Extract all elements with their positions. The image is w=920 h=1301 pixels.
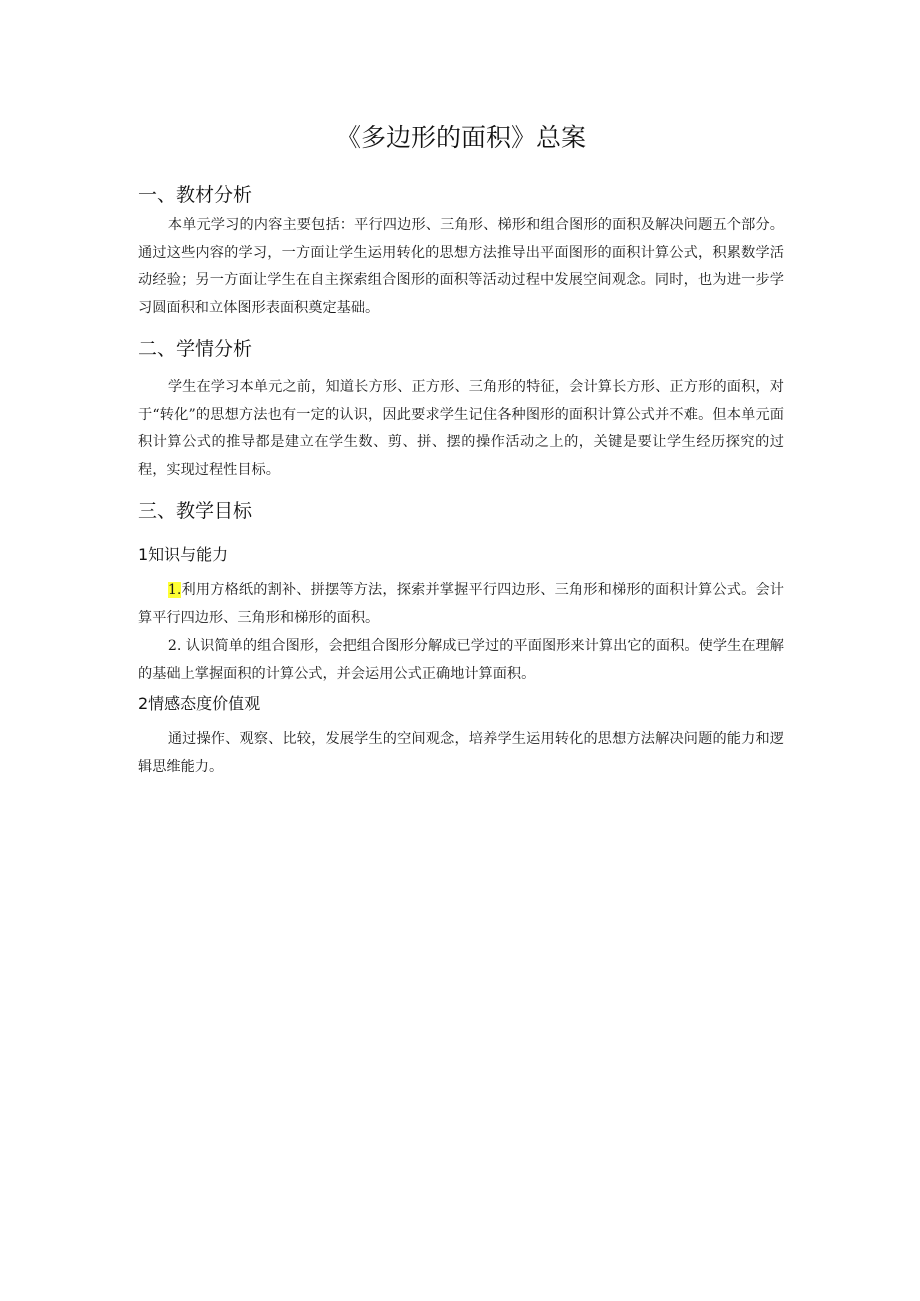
goal-item-1-text: 利用方格纸的割补、拼摆等方法，探索并掌握平行四边形、三角形和梯形的面积计算公式。会计算平行四边形、三角形和梯形的面积。 bbox=[138, 582, 784, 626]
goal-item-2: 2. 认识简单的组合图形，会把组合图形分解成已学过的平面图形来计算出它的面积。使学生在理解的基础上掌握面积的计算公式，并会运用公式正确地计算面积。 bbox=[138, 638, 784, 682]
subheading-knowledge-ability: 1知识与能力 bbox=[138, 545, 229, 564]
section-heading-textbook-analysis: 一、教材分析 bbox=[138, 184, 253, 206]
section-heading-teaching-goals: 三、教学目标 bbox=[138, 500, 253, 522]
document-title: 《多边形的面积》总案 bbox=[335, 123, 586, 152]
paragraph-student-analysis: 学生在学习本单元之前，知道长方形、正方形、三角形的特征，会计算长方形、正方形的面积，对于“转化”的思想方法也有一定的认识，因此要求学生记住各种图形的面积计算公式并不难。但本单元面积计算公式的推导都是建立在学生数、剪、拼、摆的操作活动之上的，关键是要让学生经历探究的过程，实现过程性目标。 bbox=[138, 379, 784, 478]
goal-item-1 bbox=[138, 577, 784, 632]
paragraph-emotion-values: 通过操作、观察、比较，发展学生的空间观念，培养学生运用转化的思想方法解决问题的能力和逻辑思维能力。 bbox=[138, 731, 784, 775]
paragraph-textbook-analysis: 本单元学习的内容主要包括：平行四边形、三角形、梯形和组合图形的面积及解决问题五个部分。通过这些内容的学习，一方面让学生运用转化的思想方法推导出平面图形的面积计算公式，积累数学活动经验；另一方面让学生在自主探索组合图形的面积等活动过程中发展空间观念。同时，也为进一步学习圆面积和立体图形表面积奠定基础。 bbox=[138, 217, 784, 316]
subheading-emotion-values: 2情感态度价值观 bbox=[138, 694, 261, 713]
highlighted-item-number: 1. bbox=[167, 582, 182, 598]
section-heading-student-analysis: 二、学情分析 bbox=[138, 338, 253, 360]
